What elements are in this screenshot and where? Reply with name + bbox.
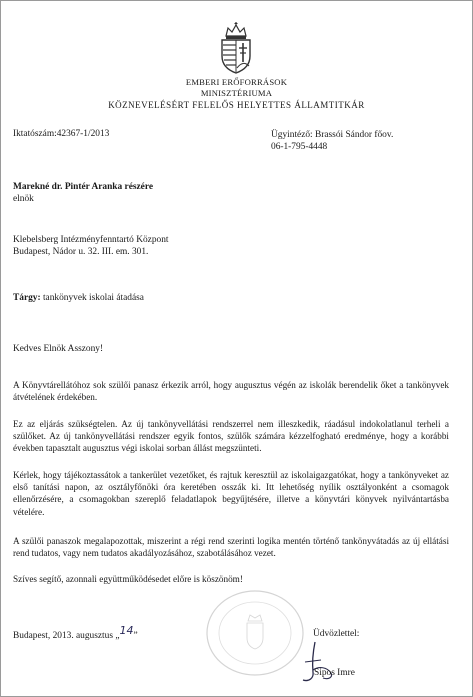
body-paragraph-1: A Könyvtárellátóhoz sok szülői panasz érkezik arról, hogy augusztus végén az iskolák berendelik őket a tankönyvek átvételének érdekében. — [13, 380, 449, 403]
department-name: KÖZNEVELÉSÉRT FELELŐS HELYETTES ÁLLAMTITKÁR — [108, 100, 365, 110]
ministry-name-line1: EMBERI ERŐFORRÁSOK — [185, 77, 288, 87]
subject-text: tankönyvek iskolai átadása — [40, 293, 144, 303]
subject-line — [13, 292, 144, 304]
subject-label: Tárgy: — [13, 293, 41, 303]
closing-date — [13, 624, 138, 642]
recipient-title: elnök — [13, 194, 34, 204]
body-paragraph-5: Szíves segítő, azonnali együttműködésedet előre is köszönöm! — [13, 574, 243, 584]
greeting: Üdvözlettel: — [313, 629, 360, 639]
recipient-organization: Klebelsberg Intézményfenntartó Központ — [13, 235, 169, 245]
file-number: Iktatószám:42367-1/2013 — [13, 129, 110, 139]
recipient-name: Marekné dr. Pintér Aranka részére — [13, 182, 153, 192]
hungarian-coat-of-arms-icon — [216, 22, 256, 74]
salutation: Kedves Elnök Asszony! — [13, 344, 104, 354]
handwritten-day: 14 — [119, 624, 134, 637]
place-date-text: Budapest, 2013. augusztus „ — [13, 631, 120, 641]
ministry-name-line2: MINISZTÉRIUMA — [200, 88, 273, 98]
recipient-address: Budapest, Nádor u. 32. III. em. 301. — [13, 247, 149, 257]
body-paragraph-4: A szülői panaszok megalapozottak, miszerint a régi rend szerinti logika mentén történő tankönyvátadás az új ellátási rend tudatos, vagy nem tudatos akadályozásához, szabotálásához vezet. — [13, 536, 449, 559]
date-closing-quote: ” — [133, 631, 138, 641]
body-paragraph-2: Ez az eljárás szükségtelen. Az új tankönyvellátási rendszerrel nem illeszkedik, ráadásul indokolatlanul terheli a szülőket. Az új tankönyvellátási rendszer egyik fontos, szülők számára kézzelfogható eredménye, hogy a korábbi években tapasztalt augusztus végi iskolai sorban állást megszünteti. — [13, 419, 449, 454]
signer-name: Sipos Imre — [314, 668, 355, 678]
body-paragraph-3: Kérlek, hogy tájékoztassátok a tankerület vezetőket, és rajtuk keresztül az iskolaigazgatókat, hogy a tankönyveket az első tanítási napon, az osztályfőnöki óra keretében osszák ki. Itt lehetőség nyílik osztályonként a csomagok ellenőrzésére, a csomagokban szereplő feladatlapok begyűjtésére, illetve a könyvtári könyvek nyilvántartásba vételére. — [13, 470, 449, 517]
case-officer-phone: 06-1-795-4448 — [271, 142, 328, 152]
case-officer: Ügyintéző: Brassói Sándor főov. — [271, 130, 394, 140]
